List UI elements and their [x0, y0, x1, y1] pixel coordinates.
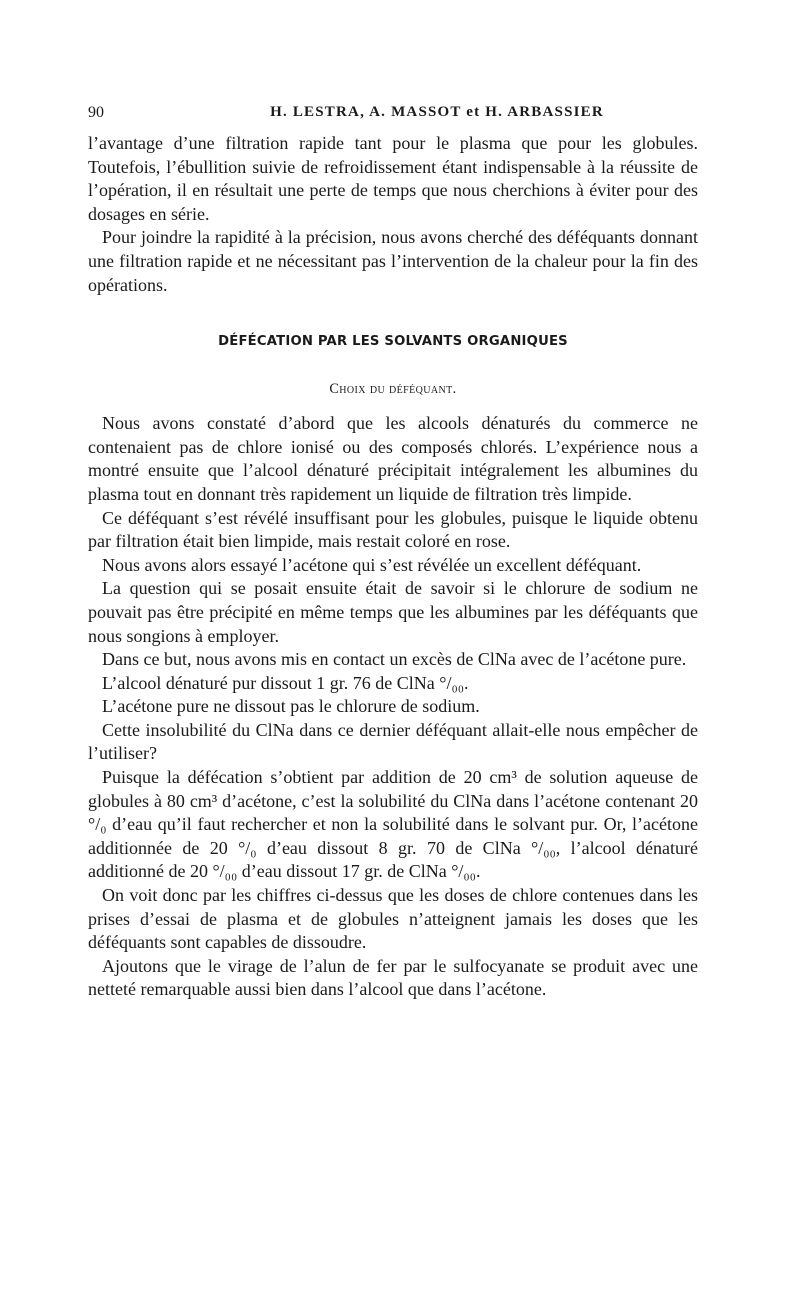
subsection-title: Choix du déféquant. [329, 381, 457, 398]
running-head [88, 104, 698, 128]
body-text-top [88, 132, 698, 297]
paragraph: La question qui se posait ensuite était de savoir si le chlorure de sodium ne pouvait pas être précipité en même temps que les albumines par les déféquants que nous songions à employer. [88, 578, 698, 646]
paragraph: Ajoutons que le virage de l’alun de fer par le sulfocyanate se produit avec une netteté remarquable aussi bien dans l’alcool que dans l’acétone. [88, 955, 698, 1000]
paragraph: Puisque la défécation s’obtient par addition de 20 cm³ de solution aqueuse de globules à 80 cm³ d’acétone, c’est la solubilité du ClNa dans l’acétone contenant 20 °/₀ d’eau qu’il faut rechercher et non la solubilité dans le solvant pur. Or, l’acétone additionnée de 20 °/₀ d’eau dissout 8 gr. 70 de ClNa °/₀₀, l’alcool dénaturé additionné de 20 °/₀₀ d’eau dissout 17 gr. de ClNa °/₀₀. [88, 767, 698, 882]
section-title: DÉFÉCATION PAR LES SOLVANTS ORGANIQUES [218, 334, 568, 350]
paragraph: Nous avons constaté d’abord que les alcools dénaturés du commerce ne contenaient pas de chlore ionisé ou des composés chlorés. L’expérience nous a montré ensuite que l’alcool dénaturé précipitait intégralement les albumines du plasma tout en donnant très rapidement un liquide de filtration très limpide. [88, 413, 698, 504]
paragraph: Pour joindre la rapidité à la précision, nous avons cherché des déféquants donnant une filtration rapide et ne nécessitant pas l’intervention de la chaleur pour la fin des opérations. [88, 227, 698, 295]
book-page [88, 104, 698, 1002]
body-text-main [88, 412, 698, 1002]
paragraph: Dans ce but, nous avons mis en contact un excès de ClNa avec de l’acétone pure. [102, 649, 687, 670]
paragraph: L’alcool dénaturé pur dissout 1 gr. 76 de ClNa °/₀₀. [102, 672, 469, 693]
paragraph: Cette insolubilité du ClNa dans ce dernier déféquant allait-elle nous empêcher de l’utiliser? [88, 719, 698, 764]
paragraph: Nous avons alors essayé l’acétone qui s’est révélée un excellent déféquant. [102, 554, 642, 575]
paragraph: On voit donc par les chiffres ci-dessus que les doses de chlore contenues dans les prises d’essai de plasma et de globules n’atteignent jamais les doses que les déféquants sont capables de dissoudre. [88, 885, 698, 953]
paragraph: Ce déféquant s’est révélé insuffisant pour les globules, puisque le liquide obtenu par filtration était bien limpide, mais restait coloré en rose. [88, 507, 698, 552]
paragraph: l’avantage d’une filtration rapide tant pour le plasma que pour les globules. Toutefois, l’ébullition suivie de refroidissement étant indispensable à la réussite de l’opération, il en résultait une perte de temps que nous cherchions à éviter pour des dosages en série. [88, 133, 698, 224]
paragraph: L’acétone pure ne dissout pas le chlorure de sodium. [102, 696, 480, 717]
header-authors: H. LESTRA, A. MASSOT et H. ARBASSIER [270, 104, 604, 120]
page-number: 90 [88, 104, 104, 121]
